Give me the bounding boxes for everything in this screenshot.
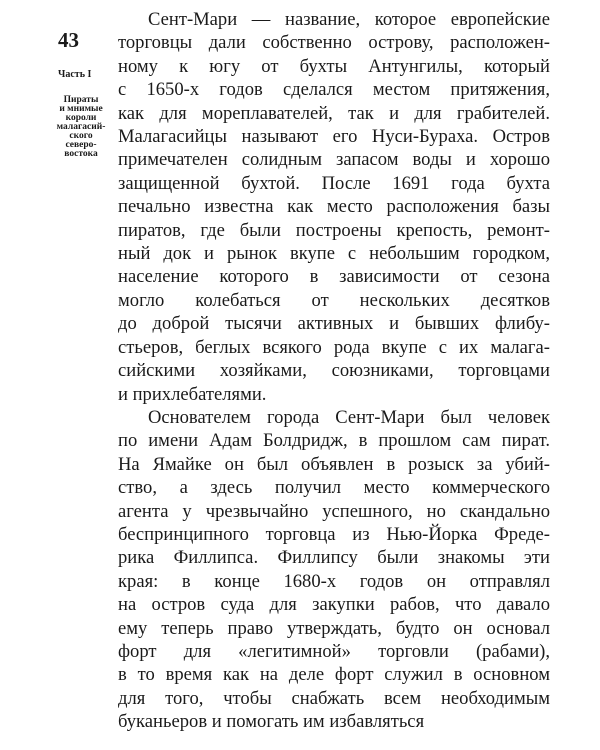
text-line: до доброй тысячи активных и бывших флибу-	[118, 313, 550, 335]
text-line: сийскими хозяйками, союзниками, торговцами	[118, 360, 550, 382]
text-line: стьеров, беглых всякого рода вкупе с их малага-	[118, 336, 550, 358]
chapter-title-line: ского	[69, 131, 93, 142]
chapter-title-line: северо-	[65, 140, 97, 151]
chapter-title	[50, 96, 112, 159]
text-line: с 1650-х годов сделался местом притяжения,	[118, 79, 550, 101]
text-line: для того, чтобы снабжать всем необходимым	[118, 687, 550, 709]
text-line: форт для «легитимной» торговли (рабами),	[118, 640, 550, 662]
chapter-title-line: Пираты	[63, 95, 99, 105]
text-line: ный док и рынок вкупе с небольшим городком,	[118, 243, 550, 265]
text-line: буканьеров и помогать им избавляться	[118, 711, 425, 733]
text-line: агента у чрезвычайно успешного, но скандально	[118, 500, 550, 522]
text-line: Малагасийцы называют его Нуси-Бураха. Остров	[118, 126, 550, 148]
text-line: ному к югу от бухты Антунгилы, который	[118, 55, 550, 77]
chapter-title-line: востока	[64, 149, 98, 160]
part-label: Часть I	[58, 69, 92, 80]
text-line: как для мореплавателей, так и для грабителей.	[118, 102, 550, 124]
text-line: по имени Адам Болдридж, в прошлом сам пират.	[118, 430, 550, 452]
text-line: печально известна как место расположения базы	[118, 196, 550, 218]
text-line: ство, а здесь получил место коммерческого	[118, 477, 550, 499]
text-line: На Ямайке он был объявлен в розыск за убий-	[118, 453, 550, 475]
text-line: края: в конце 1680-х годов он отправлял	[118, 570, 550, 592]
paragraph	[118, 8, 550, 406]
text-line: население которого в зависимости от сезона	[118, 266, 550, 288]
chapter-title-line: малагасий-	[56, 122, 106, 133]
body-text	[118, 8, 550, 734]
paragraph	[118, 406, 550, 734]
text-line: Основателем города Сент-Мари был человек	[148, 406, 550, 428]
text-line: пиратов, где были построены крепость, ремонт-	[118, 219, 550, 241]
text-line: могло колебаться от нескольких десятков	[118, 289, 550, 311]
text-line: торговцы дали собственно острову, расположен-	[118, 32, 550, 54]
text-line: на остров суда для закупки рабов, что давало	[118, 594, 550, 616]
chapter-title-line: короли	[65, 113, 97, 124]
page-number: 43	[58, 28, 79, 52]
text-line: рика Филлипса. Филлипсу были знакомы эти	[118, 547, 550, 569]
text-line: защищенной бухтой. После 1691 года бухта	[118, 172, 550, 194]
text-line: в то время как на деле форт служил в основном	[118, 664, 550, 686]
text-line: беспринципного торговца из Нью-Йорка Фреде-	[118, 523, 550, 545]
chapter-title-line: и мнимые	[59, 104, 103, 115]
text-line: и прихлебателями.	[118, 383, 267, 405]
text-line: Сент-Мари — название, которое европейские	[148, 9, 550, 30]
text-line: ему теперь право утверждать, будто он основал	[118, 617, 550, 639]
text-line: примечателен солидным запасом воды и хорошо	[118, 149, 550, 171]
